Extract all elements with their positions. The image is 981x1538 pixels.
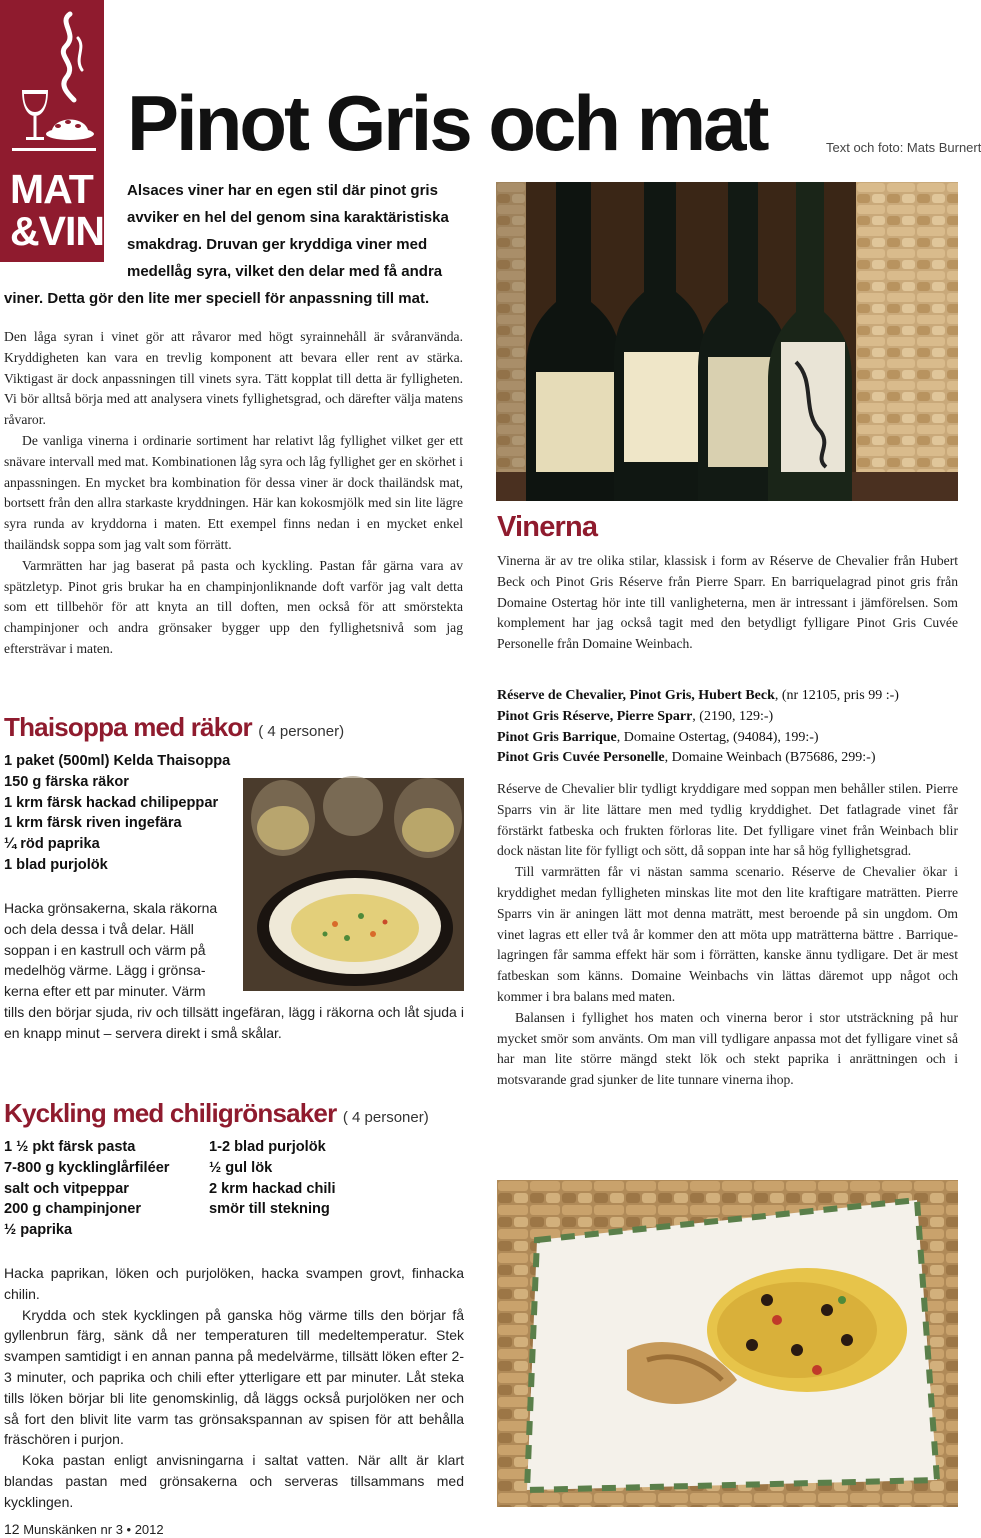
chicken-ingredient-list-right <box>209 1137 336 1220</box>
lead-line-2: avviker en hel del genom sina karaktäristiska <box>127 209 449 226</box>
page-title: Pinot Gris och mat <box>127 79 767 167</box>
lead-line-4: medellåg syra, vilket den delar med få andra <box>127 263 443 280</box>
soup-method-line: kerna efter ett par minuter. Värm <box>4 983 206 1000</box>
chicken-ingredient-list-left <box>4 1137 169 1241</box>
intro-paragraph: Varmrätten har jag baserat på pasta och kyckling. Pastan får gärna vara av spätzletyp. Pinot gris brukar ha en champinjonliknande doft varför jag valt detta som ett tillbehör för att knyta an till doften, men också för att smörstekta champinjoner och andra grönsaker bygger upp den fyllighetsnivå som jag eftersträvar i maten. <box>4 557 463 656</box>
ingredient-item: 1 paket (500ml) Kelda Thaisoppa <box>4 753 231 769</box>
wine-details: , Domaine Ostertag, (94084), 199:-) <box>616 729 819 745</box>
intro-paragraph: Den låga syran i vinet gör att råvaror med högt syrainnehåll är svåranvända. Kryddigheten kan vara en trevlig komponent att bevara eller rent av stärka. Viktigast är dock anpassningen till vinets syra. Tätt kopplat till detta är fylligheten. Vi bör alltså börja med att analysera vinets fyllighetsgrad, och därefter välja matens råvaror. <box>4 329 463 428</box>
ingredient-item: ¼ röd paprika <box>4 836 100 853</box>
ingredient-item: 2 krm hackad chili <box>209 1180 336 1197</box>
page-number: 12 <box>4 1521 20 1537</box>
ingredient-item: 7-800 g kycklinglårfiléer <box>4 1159 170 1176</box>
wine-list-item <box>497 728 958 749</box>
lead-line-3: smakdrag. Druvan ger kryddiga viner med <box>127 236 428 253</box>
soup-photo <box>243 778 464 991</box>
soup-method-line: medelhög värme. Lägg i grönsa- <box>4 962 206 979</box>
logo-line-mat: MAT <box>10 166 93 212</box>
wines-paragraph: Balansen i fyllighet hos maten och vinerna beror i stor utsträckning på hur mycket smör som använts. Om man vill tydligare anpassa mot det fylligare vinet så har man lite större mängd stekt lök och stekt paprika i anrättningen och i motsvarande grad sjunker de lite tunnare vinerna ihop. <box>497 1009 958 1088</box>
chicken-title: Kyckling med chiligrönsaker <box>4 1098 337 1128</box>
wines-heading: Vinerna <box>497 511 598 543</box>
ingredient-item: 1 ½ pkt färsk pasta <box>4 1139 136 1155</box>
wine-details: , Domaine Weinbach (B75686, 299:-) <box>664 750 876 766</box>
wine-bottles-image <box>496 182 958 501</box>
wine-glass-plate-icon <box>8 8 100 158</box>
wine-list-item <box>497 686 958 707</box>
chicken-method <box>4 1263 464 1513</box>
wines-intro-paragraph: Vinerna är av tre olika stilar, klassisk i form av Réserve de Chevalier från Hubert Beck och Pinot Gris Réserve från Pierre Sparr. En barriquelagrad pinot gris från Domaine Ostertag hör inte till vanligheterna, men är intressant i jämförelsen. Som komplement har jag också tagit med den betydligt fylligare Pinot Gris Cuvée Personelle från Domaine Weinbach. <box>497 553 958 652</box>
wine-name: Réserve de Chevalier, Pinot Gris, Hubert Beck <box>497 688 775 703</box>
ingredient-item: 1 krm färsk riven ingefära <box>4 815 182 832</box>
logo-text <box>10 168 104 252</box>
wine-list <box>497 686 958 769</box>
page-footer <box>4 1521 164 1538</box>
intro-text <box>4 327 463 660</box>
lead-line-1: Alsaces viner har en egen stil där pinot gris <box>127 182 438 199</box>
ingredient-item: 1 krm färsk hackad chilipeppar <box>4 794 219 811</box>
lead-line-5: viner. Detta gör den lite mer speciell för anpassning till mat. <box>4 290 430 307</box>
mat-vin-logo <box>0 0 104 262</box>
soup-heading <box>4 712 344 742</box>
ingredient-item: smör till stekning <box>209 1201 330 1218</box>
wines-paragraph: Réserve de Chevalier blir tydligt kryddigare med soppan men behåller stilen. Pierre Sparrs vin är lite lättare men med tydlig kryddighet. Det fatlagrade vinet får förstärkt fatbeska och frukten förloras lite. Det fylligare vinet från Weinbach blir dock nästan lite för fylligt och sött, då soppan inte har så hög fyllighetsgrad. <box>497 781 958 859</box>
wine-details: , (nr 12105, pris 99 :-) <box>774 688 899 703</box>
ingredient-item: ½ gul lök <box>209 1159 273 1176</box>
chicken-persons: ( 4 personer) <box>342 1109 429 1126</box>
wine-list-item <box>497 707 958 728</box>
wine-name: Pinot Gris Réserve, Pierre Sparr <box>497 708 693 724</box>
soup-ingredient-list <box>4 751 230 876</box>
soup-bowl-image <box>243 778 464 991</box>
soup-method-line: Hacka grönsakerna, skala räkorna <box>4 900 218 916</box>
magazine-issue: Munskänken nr 3 • 2012 <box>23 1522 164 1537</box>
logo-line-vin: &VIN <box>10 208 104 254</box>
ingredient-item: 200 g champinjoner <box>4 1201 142 1218</box>
chicken-pasta-photo <box>497 1180 958 1507</box>
ingredient-item: 1-2 blad purjolök <box>209 1139 326 1155</box>
wines-discussion <box>497 779 958 1091</box>
soup-method-line: soppan i en kastrull och värm på <box>4 941 206 958</box>
soup-method-line: och dela dessa i två delar. Häll <box>4 920 194 937</box>
chicken-pasta-image <box>497 1180 958 1507</box>
soup-method-intro <box>4 898 244 1002</box>
wines-intro <box>497 551 958 655</box>
soup-method-rest <box>4 1002 464 1044</box>
ingredient-item: 1 blad purjolök <box>4 856 108 873</box>
wine-bottles-photo <box>496 182 958 501</box>
wine-name: Pinot Gris Cuvée Personelle <box>497 750 665 766</box>
intro-paragraph: De vanliga vinerna i ordinarie sortiment har relativt låg fyllighet vilket ger ett snävare intervall med mat. Kombinationen låg syra och låg fyllighet ger en skörhet i anpassningen. En mycket bra kombination för dessa viner är dock thailändsk mat, bortsett från den allra starkaste kryddningen. Här kan kokosmjölk med sin lite lägre syra runda av kryddorna i maten. Ett exempel finns nedan i en mycket enkel thailändsk soppa som jag valt som förrätt. <box>4 432 463 552</box>
soup-persons: ( 4 personer) <box>258 723 345 740</box>
chicken-heading <box>4 1098 429 1128</box>
wines-paragraph: Till varmrätten får vi nästan samma scenario. Réserve de Chevalier ökar i kryddighet medan fylligheten minskas lite mot den lite kraftigare maträtten. Pierre Sparrs vin är aningen lätt mot denna maträtt, mest beroende på sin ungdom. Om vinet lagras ett eller två år kommer den att möta upp maträtterna bättre . Barrique-lagringen får samma effekt här som i förrätten, kanske ännu tydligare. Det är mest fatbeskan som känns. Domaine Weinbachs vin lättas däremot upp något och kommer i bra balans med maten. <box>497 864 958 1004</box>
soup-title: Thaisoppa med räkor <box>4 712 252 742</box>
wine-name: Pinot Gris Barrique <box>497 729 617 745</box>
wine-details: , (2190, 129:-) <box>692 708 774 724</box>
photo-credit: Text och foto: Mats Burnert <box>826 140 981 155</box>
soup-method-paragraph: tills den börjar sjuda, riv och tillsätt ingefäran, lägg i räkorna och låt sjuda i en knapp minut – servera direkt i små skålar. <box>4 1004 464 1041</box>
ingredient-item: ½ paprika <box>4 1222 73 1239</box>
chicken-method-paragraph: Hacka paprikan, löken och purjolöken, hacka svampen grovt, finhacka chilin. <box>4 1265 464 1302</box>
chicken-method-paragraph: Krydda och stek kycklingen på ganska hög värme tills den börjar få gyllenbrun färg, sänk då ner temperaturen till medeltemperatur. Stek svampen samtidigt i en annan panna på medelvärme, tillsätt löken efter 2-3 minuter, och paprika och chili efter ytterligare ett par minuter. Låt steka tills löken börjar bli lite genomskinlig, då läggs också purjolöken ner och så fort den blivit lite varm tas grönsakspannan av spisen för att behålla fräschören i purjon. <box>4 1306 464 1448</box>
chicken-method-paragraph: Koka pastan enligt anvisningarna i saltat vatten. När allt är klart blandas pastan med grönsakerna och serveras tillsammans med kycklingen. <box>4 1452 464 1510</box>
wine-list-item <box>497 748 958 769</box>
ingredient-item: 150 g färska räkor <box>4 773 129 790</box>
ingredient-item: salt och vitpeppar <box>4 1180 129 1197</box>
